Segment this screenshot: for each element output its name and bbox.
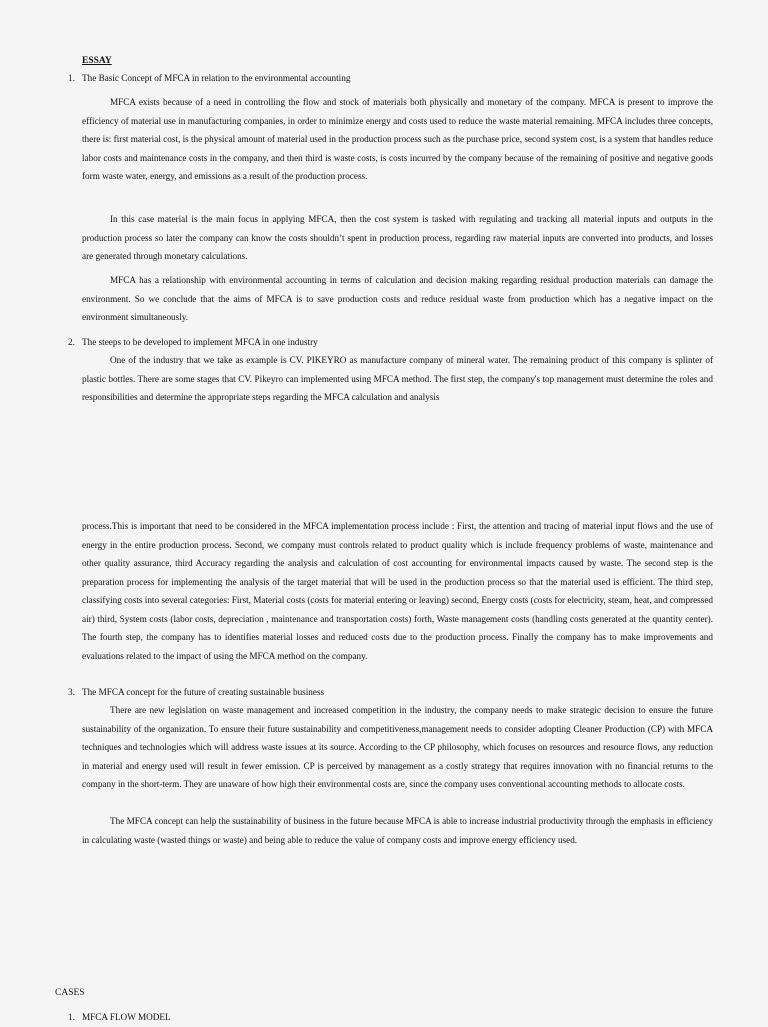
paragraph: MFCA exists because of a need in controlling the flow and stock of materials both physically and monetary of the company. MFCA is present to improve the efficiency of material use in manufacturing companies, in order to minimize energy and costs used to reduce the waste material remaining. MFCA includes three concepts, there is: first material cost, is the physical amount of material used in the production process such as the purchase price, second system cost, is a system that handles reduce labor costs and maintenance costs in the company, and then third is waste costs, is costs incurred by the company because of the remaining of positive and negative goods form waste water, energy, and emissions as a result of the production process.: [82, 97, 713, 181]
paragraph: One of the industry that we take as example is CV. PIKEYRO as manufacture company of mineral water. The remaining product of this company is splinter of plastic bottles. There are some stages that CV. Pikeyro can implemented using MFCA method. The first step, the company's top management must determine the roles and responsibilities and determine the appropriate steps regarding the MFCA calculation and analysis: [82, 355, 713, 402]
paragraph: In this case material is the main focus in applying MFCA, then the cost system is tasked with regulating and tracking all material inputs and outputs in the production process so later the company can know the costs shouldn’t spent in production process, regarding raw material inputs are converted into products, and losses are generated through monetary calculations.: [82, 214, 713, 261]
paragraph: process.This is important that need to be considered in the MFCA implementation process include : First, the attention and tracing of material input flows and the use of energy in the entire production process. Second, we company must controls related to product quality which is include frequency problems of waste, maintenance and other quality assurance, third Accuracy regarding the analysis and calculation of cost accounting for environmental impacts caused by waste. The second step is the preparation process for implementing the analysis of the target material that will be used in the production process so that the material used is efficient. The third step, classifying costs into several categories: First, Material costs (costs for material entering or leaving) second, Energy costs (costs for electricity, steam, heat, and compressed air) third, System costs (labor costs, depreciation , maintenance and transportation costs) forth, Waste management costs (handling costs generated at the quantity center). The fourth step, the company has to identifies material losses and reduced costs due to the production process. Finally the company has to make improvements and evaluations related to the impact of using the MFCA method on the company.: [82, 521, 713, 661]
item-heading: The MFCA concept for the future of creating sustainable business: [82, 687, 325, 697]
item-heading: The Basic Concept of MFCA in relation to the environmental accounting: [82, 73, 351, 83]
item-number: 1.: [68, 73, 75, 83]
item-number: 1.: [68, 1012, 75, 1022]
essay-title: ESSAY: [82, 56, 112, 66]
item-heading: The steeps to be developed to implement MFCA in one industry: [82, 337, 318, 347]
paragraph: There are new legislation on waste management and increased competition in the industry, the company needs to make strategic decision to ensure the future sustainability of the organization. To ensure their future sustainability and competitiveness,management needs to consider adopting Cleaner Production (CP) with MFCA techniques and technologies which will address waste issues at its source. According to the CP philosophy, which focuses on resources and resource flows, any reduction in material and energy used will result in fewer emission. CP is perceived by management as a costly strategy that requires innovation with no financial returns to the company in the short-term. They are unaware of how high their environmental costs are, since the company uses conventional accounting methods to allocate costs.: [82, 705, 713, 789]
item-number: 3.: [68, 687, 75, 697]
paragraph: The MFCA concept can help the sustainability of business in the future because MFCA is able to increase industrial productivity through the emphasis in efficiency in calculating waste (wasted things or waste) and being able to reduce the value of company costs and improve energy efficiency used.: [82, 816, 713, 845]
cases-title: CASES: [55, 988, 85, 998]
paragraph: MFCA has a relationship with environmental accounting in terms of calculation and decision making regarding residual production materials can damage the environment. So we conclude that the aims of MFCA is to save production costs and reduce residual waste from production which has a negative impact on the environment simultaneously.: [82, 275, 713, 322]
item-heading: MFCA FLOW MODEL: [82, 1012, 171, 1022]
item-number: 2.: [68, 337, 75, 347]
